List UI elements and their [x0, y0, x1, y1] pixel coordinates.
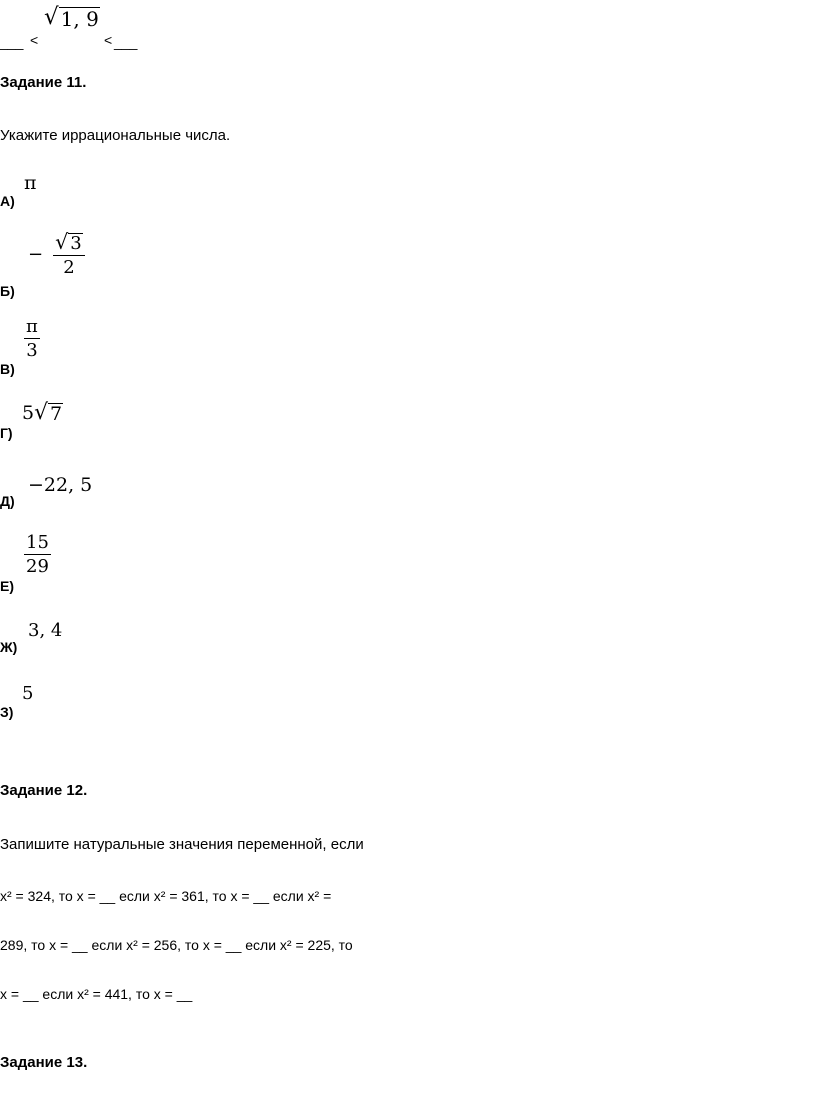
fraction-denominator: 2 — [63, 256, 75, 278]
blank-left: ___ — [0, 34, 24, 50]
radicand: 1, 9 — [60, 7, 99, 31]
task13-title: Задание 13. — [0, 1054, 88, 1071]
option-zh-label: Ж) — [0, 639, 18, 655]
blank-right: ___ — [114, 34, 138, 50]
option-v-label: В) — [0, 361, 15, 377]
minus-sign: − — [28, 243, 44, 265]
sqrt: √ 7 — [34, 400, 63, 426]
coefficient: 5 — [22, 402, 35, 424]
task12-title: Задание 12. — [0, 782, 88, 799]
option-a-label: А) — [0, 193, 15, 209]
fraction — [53, 232, 85, 277]
option-d-expr: −22, 5 — [28, 474, 93, 496]
task12-line-2: 289, то x = __ если x² = 256, то x = __ если x² = 225, то — [0, 937, 353, 953]
option-z-expr: 5 — [22, 683, 34, 704]
option-z-label: З) — [0, 704, 14, 720]
fraction-numerator: √ 3 — [53, 232, 85, 256]
option-g-expr — [22, 402, 63, 424]
sqrt-expression: √ 1, 9 — [44, 4, 99, 31]
task12-prompt: Запишите натуральные значения переменной, если — [0, 836, 364, 853]
fraction-numerator: π — [26, 316, 38, 337]
option-e-expr — [24, 534, 51, 576]
fraction-denominator: 3 — [26, 340, 38, 361]
option-a-expr: π — [24, 172, 37, 194]
task11-prompt: Укажите иррациональные числа. — [0, 127, 231, 144]
option-g-label: Г) — [0, 425, 13, 441]
task12-line-3: x = __ если x² = 441, то x = __ — [0, 986, 193, 1002]
option-d-label: Д) — [0, 493, 15, 509]
fraction-numerator: 15 — [26, 532, 49, 553]
task12-line-1: x² = 324, то x = __ если x² = 361, то x = __ если x² = — [0, 888, 332, 904]
fraction-denominator: 29 — [26, 556, 49, 577]
option-b-expr — [28, 232, 85, 277]
less-than-right: < — [104, 32, 113, 48]
option-v-expr — [24, 318, 40, 360]
option-e-label: Е) — [0, 578, 14, 594]
option-zh-expr: 3, 4 — [28, 620, 63, 641]
option-b-label: Б) — [0, 283, 15, 299]
task11-title: Задание 11. — [0, 74, 87, 91]
less-than-left: < — [30, 32, 39, 48]
